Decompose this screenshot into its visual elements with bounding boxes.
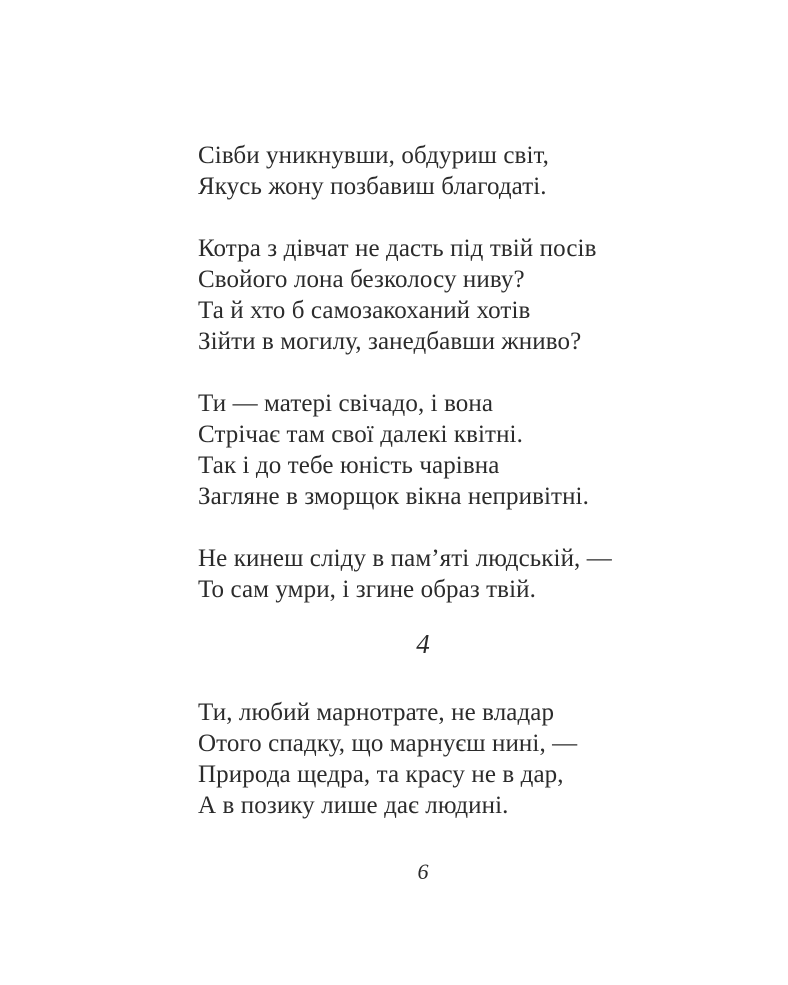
verse-line: Зійти в могилу, занедбавши жниво? (198, 328, 582, 355)
verse-line: Ти — матері свічадо, і вона (198, 390, 494, 417)
sonnet-number: 4 (416, 629, 430, 659)
verse-line: Природа щедра, та красу не в дар, (198, 761, 564, 788)
next-sonnet-stanza (198, 697, 577, 821)
stanza-2 (198, 233, 596, 357)
couplet (198, 543, 612, 605)
verse-line: Стрічає там свої далекі квітні. (198, 421, 523, 448)
verse-line: Та й хто б самозакоханий хотів (198, 297, 531, 324)
verse-line: То сам умри, і згине образ твій. (198, 576, 536, 603)
page-number: 6 (417, 859, 429, 884)
verse-line: Отого спадку, що марнуєш нині, — (198, 730, 578, 757)
verse-line: А в позику лише дає людині. (198, 792, 509, 819)
stanza-1 (198, 140, 549, 202)
verse-line: Котра з дівчат не дасть під твій посів (198, 235, 597, 262)
verse-line: Якусь жону позбавиш благодаті. (198, 173, 547, 200)
verse-line: Загляне в зморщок вікна непривітні. (198, 483, 589, 510)
verse-line: Не кинеш сліду в пам’яті людській, — (198, 545, 612, 572)
stanza-3 (198, 388, 589, 512)
verse-line: Так і до тебе юність чарівна (198, 452, 500, 479)
verse-line: Свойого лона безколосу ниву? (198, 266, 525, 293)
verse-line: Ти, любий марнотрате, не владар (198, 699, 555, 726)
verse-line: Сівби уникнувши, обдуриш світ, (198, 142, 549, 169)
